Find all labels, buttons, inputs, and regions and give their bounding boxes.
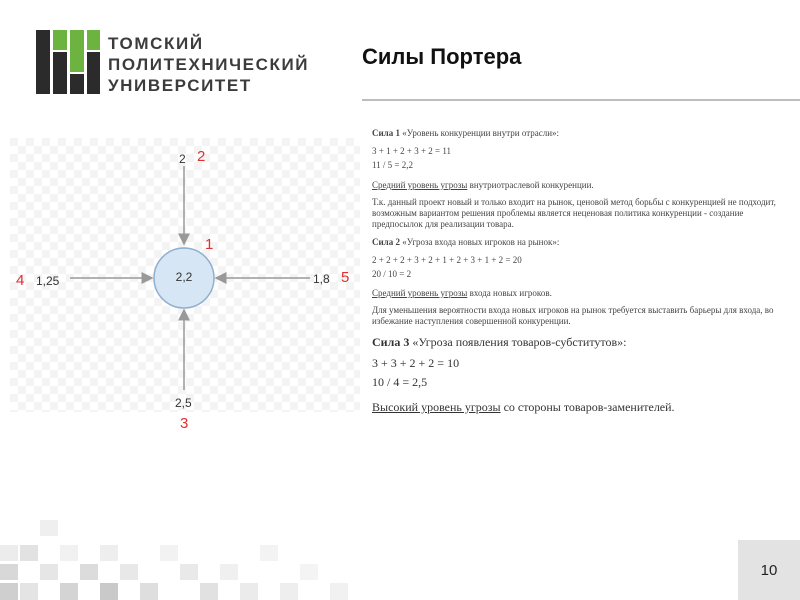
forces-text (372, 128, 782, 415)
left-marker: 4 (16, 272, 25, 289)
center-value: 2,2 (175, 270, 193, 284)
left-value: 1,25 (36, 274, 60, 288)
force3-level: Высокий уровень угрозы со стороны товаров-заменителей. (372, 400, 675, 414)
top-value: 2 (179, 152, 186, 166)
force2-formula-1: 2 + 2 + 2 + 3 + 2 + 1 + 2 + 3 + 1 + 2 = 20 (372, 255, 522, 265)
force2-formula-2: 20 / 10 = 2 (372, 269, 412, 279)
bottom-marker: 3 (180, 415, 189, 432)
page-number: 10 (738, 540, 800, 600)
porter-diagram (10, 138, 360, 432)
university-name-line-2: ПОЛИТЕХНИЧЕСКИЙ (108, 55, 310, 74)
force2-note: Для уменьшения вероятности входа новых игроков на рынок требуется выставить барьеры для входа, во избежание наступления совершенной конкуренции. (372, 305, 774, 326)
bottom-value: 2,5 (175, 396, 192, 410)
force3-formula-1: 3 + 3 + 2 + 2 = 10 (372, 356, 460, 370)
university-name-line-3: УНИВЕРСИТЕТ (108, 76, 252, 95)
force1-note: Т.к. данный проект новый и только входит на рынок, ценовой метод борьбы с конкуренцией не подходит, возможным вариантом решения проблемы является неценовая политика конкуренции - создание предпосылок для реализации товара. (372, 197, 776, 229)
center-marker: 1 (205, 236, 214, 253)
force2-level: Средний уровень угрозы входа новых игроков. (372, 288, 552, 298)
force3-formula-2: 10 / 4 = 2,5 (372, 375, 428, 389)
right-value: 1,8 (313, 272, 330, 286)
university-name (108, 33, 309, 96)
force1-level: Средний уровень угрозы внутриотраслевой конкуренции. (372, 180, 594, 190)
force2-heading: Сила 2 «Угроза входа новых игроков на рынок»: (372, 237, 560, 247)
force1-formula-1: 3 + 1 + 2 + 3 + 2 = 11 (372, 146, 452, 156)
university-name-line-1: ТОМСКИЙ (108, 34, 204, 53)
force1-heading: Сила 1 «Уровень конкуренции внутри отрасли»: (372, 128, 560, 138)
top-marker: 2 (197, 148, 206, 165)
title-divider (362, 99, 800, 101)
force3-heading: Сила 3 «Угроза появления товаров-субститутов»: (372, 335, 627, 349)
right-marker: 5 (341, 269, 350, 286)
slide-title: Силы Портера (362, 44, 522, 69)
force1-formula-2: 11 / 5 = 2,2 (372, 160, 413, 170)
university-logo-icon (36, 30, 100, 94)
